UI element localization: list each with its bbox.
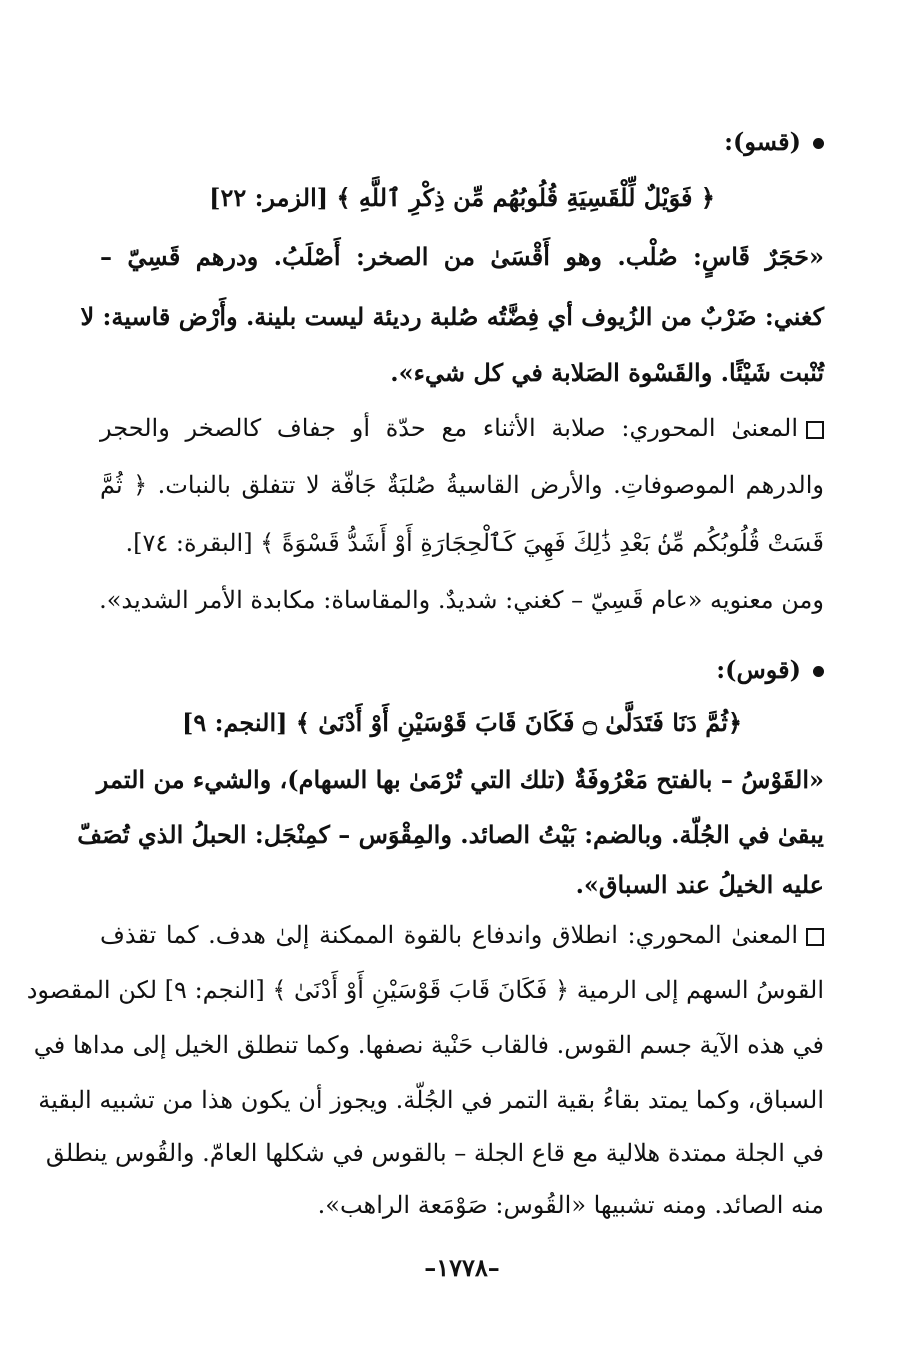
core-meaning-line: منه الصائد. ومنه تشبيها «القُوس: صَوْمَعة الراهب». [317, 1191, 824, 1219]
dictionary-quote-line: تُنْبت شَيْئًا. والقَسْوة الصَلابة في كل شيء». [390, 358, 824, 387]
dictionary-quote-line: عليه الخيلُ عند السباق». [575, 870, 824, 899]
core-meaning-line: ومن معنويه «عام قَسِيّ – كغني: شديدٌ. والمقاساة: مكابدة الأمر الشديد». [99, 586, 824, 614]
bullet-icon [813, 138, 824, 149]
core-meaning-line: القوسُ السهم إلى الرمية ﴿ فَكَانَ قَابَ قَوْسَيْنِ أَوْ أَدْنَىٰ ﴾ [النجم: ٩] لكن المقصود [26, 976, 824, 1004]
entry-heading-qws: (قوس): [100, 650, 824, 690]
core-meaning-line: المعنىٰ المحوري: صلابة الأثناء مع حدّة أو جفاف كالصخر والحجر [100, 408, 824, 448]
dictionary-quote-line: كغني: ضَرْبٌ من الزُيوف أي فِضَّتُه صُلبة رديئة ليست بلينة. وأَرْض قاسية: لا [80, 302, 824, 331]
dictionary-quote-line: «القَوْسُ – بالفتح مَعْرُوفَةٌ (تلك التي تُرْمَىٰ بها السهام)، والشيء من التمر [96, 765, 824, 794]
dictionary-quote-line: يبقىٰ في الجُلّة. وبالضم: بَيْتُ الصائد. والمِقْوَس – كمِنْجَل: الحبلُ الذي تُصَفّ [77, 820, 824, 849]
core-meaning-line: في الجلة ممتدة هلالية مع قاع الجلة – بالقوس في شكلها العامّ. والقُوس ينطلق [45, 1139, 824, 1167]
core-meaning-line: المعنىٰ المحوري: انطلاق واندفاع بالقوة الممكنة إلىٰ هدف. كما تقذف [100, 915, 824, 955]
square-box-icon [806, 928, 824, 946]
quran-verse: ﴿ فَوَيْلٌ لِّلْقَسِيَةِ قُلُوبُهُم مِّن ذِكْرِ ٱللَّهِ ﴾ [الزمر: ٢٢] [209, 183, 715, 212]
dictionary-quote-line: «حَجَرٌ قَاسٍ: صُلْب. وهو أَقْسَىٰ من الصخر: أَصْلَبُ. ودرهم قَسِيّ – [100, 242, 824, 271]
bullet-icon [813, 666, 824, 677]
square-box-icon [806, 421, 824, 439]
core-meaning-line: السباق، وكما يمتد بقاءُ بقية التمر في الجُلّة. ويجوز أن يكون هذا من تشبيه البقية [38, 1086, 824, 1114]
core-meaning-line: في هذه الآية جسم القوس. فالقاب حَنْية نصفها. وكما تنطلق الخيل إلى مداها في [33, 1031, 824, 1059]
entry-heading-qsw: (قسو): [100, 122, 824, 162]
page-number: –١٧٧٨– [424, 1253, 500, 1282]
core-meaning-line: والدرهم الموصوفاتِ. والأرض القاسيةُ صُلبَةٌ جَافّة لا تتفلق بالنبات. ﴿ ثُمَّ [100, 471, 824, 499]
quran-verse: ﴿ثُمَّ دَنَا فَتَدَلَّىٰ ۝ فَكَانَ قَابَ قَوْسَيْنِ أَوْ أَدْنَىٰ ﴾ [النجم: ٩] [181, 708, 743, 737]
core-meaning-line: قَسَتْ قُلُوبُكُم مِّنۢ بَعْدِ ذَٰلِكَ فَهِيَ كَٱلْحِجَارَةِ أَوْ أَشَدُّ قَسْوَةً ﴾ [البقرة: ٧٤]. [125, 529, 824, 557]
